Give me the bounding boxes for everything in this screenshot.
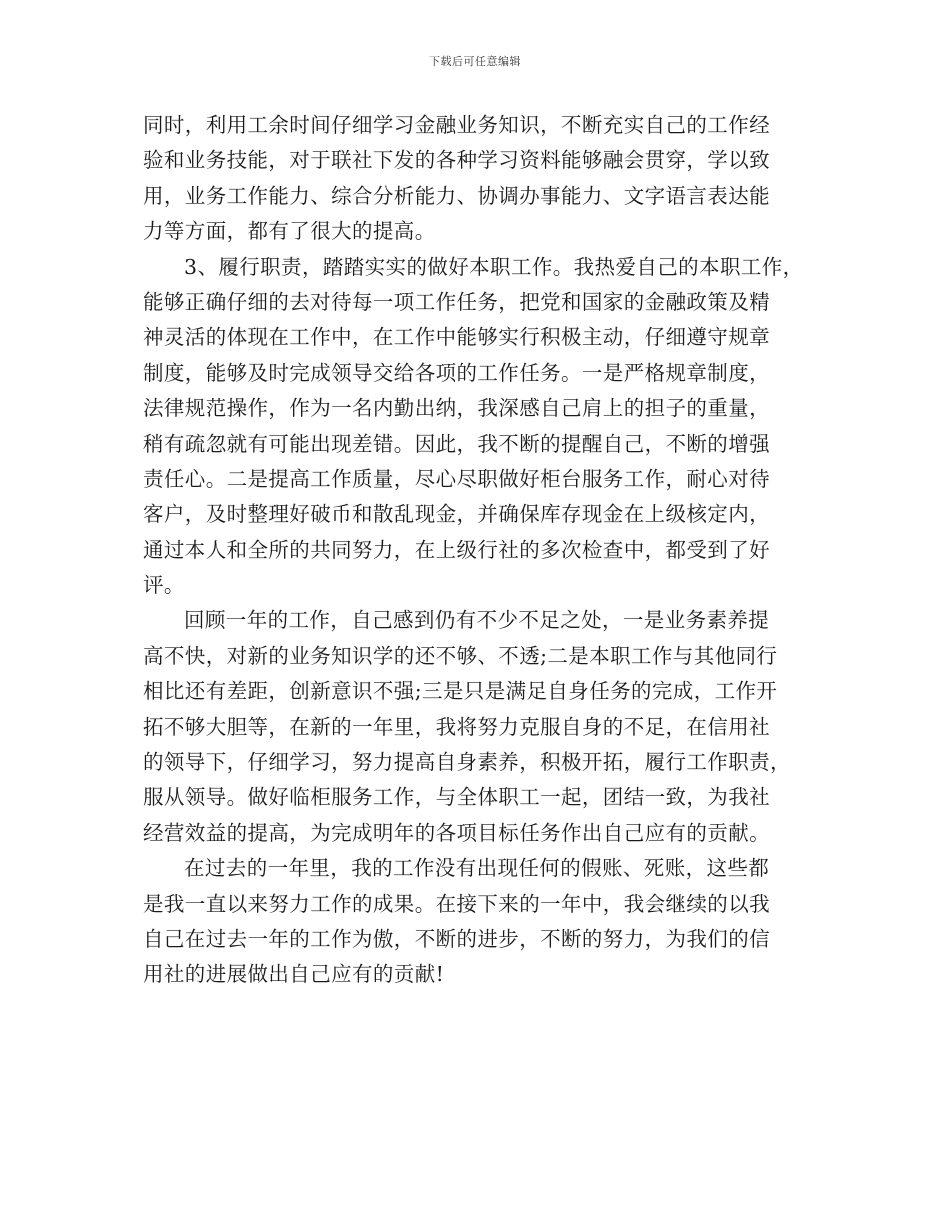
text-line: 相比还有差距，创新意识不强;三是只是满足自身任务的完成，工作开 — [143, 679, 778, 704]
text-line: 通过本人和全所的共同努力，在上级行社的多次检查中，都受到了好 — [143, 537, 770, 562]
text-line: 的领导下，仔细学习，努力提高自身素养，积极开拓，履行工作职责， — [143, 750, 791, 775]
text-line: 力等方面，都有了很大的提高。 — [143, 219, 436, 244]
text-line: 法律规范操作，作为一名内勤出纳，我深感自己肩上的担子的重量， — [143, 396, 770, 421]
text-line: 同时，利用工余时间仔细学习金融业务知识，不断充实自己的工作经 — [143, 113, 770, 137]
text-line: 回顾一年的工作，自己感到仍有不少不足之处，一是业务素养提 — [184, 608, 770, 633]
text-line: 神灵活的体现在工作中，在工作中能够实行积极主动，仔细遵守规章 — [143, 325, 770, 350]
text-line: 3、履行职责，踏踏实实的做好本职工作。我热爱自己的本职工作， — [184, 254, 804, 279]
text-line: 客户，及时整理好破币和散乱现金，并确保库存现金在上级核定内， — [143, 502, 770, 527]
text-line: 制度，能够及时完成领导交给各项的工作任务。一是严格规章制度， — [143, 360, 770, 385]
text-line: 高不快，对新的业务知识学的还不够、不透;二是本职工作与其他同行 — [143, 643, 778, 668]
text-line: 用，业务工作能力、综合分析能力、协调办事能力、文字语言表达能 — [143, 183, 770, 208]
document-body — [143, 108, 843, 993]
paragraph — [143, 250, 843, 604]
text-line: 是我一直以来努力工作的成果。在接下来的一年中，我会继续的以我 — [143, 891, 770, 916]
text-line: 用社的进展做出自己应有的贡献! — [143, 962, 445, 987]
text-line: 验和业务技能，对于联社下发的各种学习资料能够融会贯穿，学以致 — [143, 148, 770, 173]
paragraph — [143, 108, 843, 250]
text-line: 服从领导。做好临柜服务工作，与全体职工一起，团结一致，为我社 — [143, 785, 770, 810]
text-line: 经营效益的提高，为完成明年的各项目标任务作出自己应有的贡献。 — [143, 820, 770, 845]
text-line: 拓不够大胆等，在新的一年里，我将努力克服自身的不足，在信用社 — [143, 714, 770, 739]
text-line: 责任心。二是提高工作质量，尽心尽职做好柜台服务工作，耐心对待 — [143, 466, 770, 491]
text-line: 能够正确仔细的去对待每一项工作任务，把党和国家的金融政策及精 — [143, 289, 770, 314]
paragraph — [143, 851, 843, 993]
text-line: 稍有疏忽就有可能出现差错。因此，我不断的提醒自己，不断的增强 — [143, 431, 770, 456]
paragraph — [143, 603, 843, 851]
text-line: 自己在过去一年的工作为傲，不断的进步，不断的努力，为我们的信 — [143, 926, 770, 951]
page-header: 下载后可任意编辑 — [429, 55, 521, 68]
text-line: 评。 — [143, 573, 185, 598]
text-line: 在过去的一年里，我的工作没有出现任何的假账、死账，这些都 — [184, 856, 770, 881]
